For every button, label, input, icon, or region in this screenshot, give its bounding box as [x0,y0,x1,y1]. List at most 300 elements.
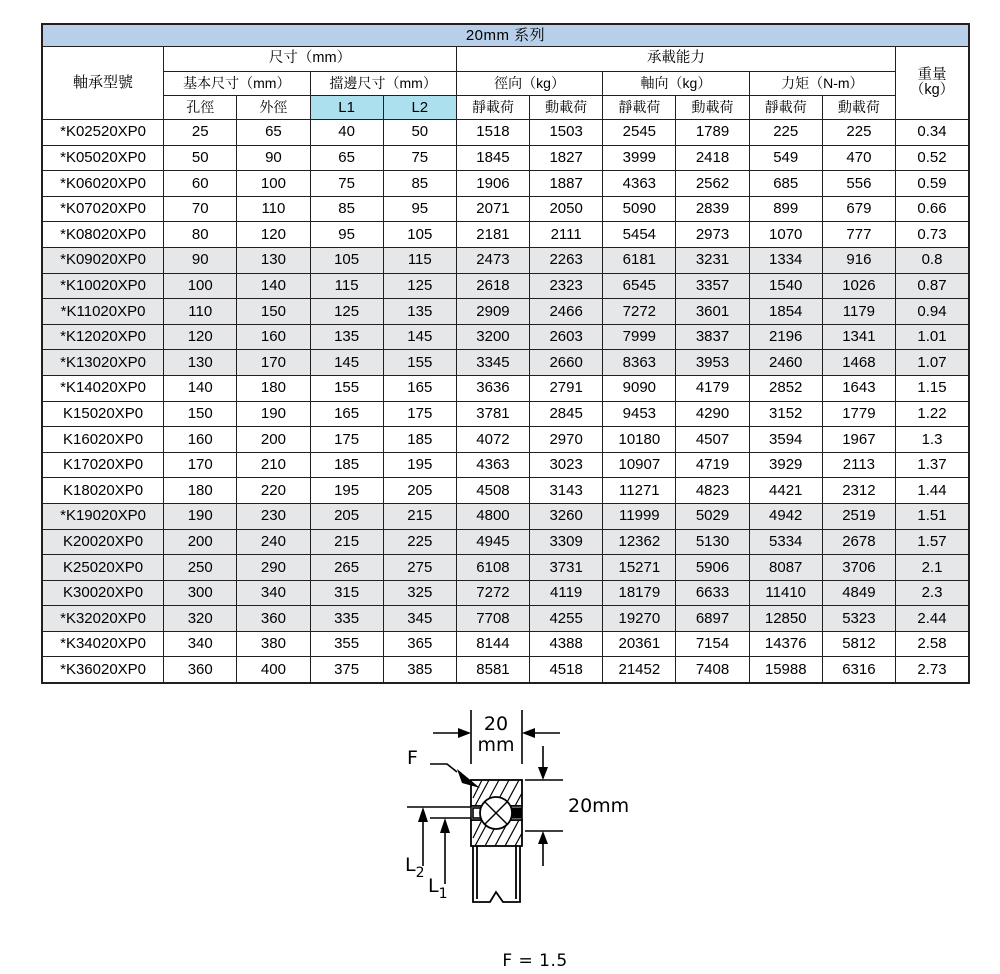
cell-l2: 185 [383,427,456,453]
cell-outer-diameter: 140 [237,273,310,299]
cell-l1: 145 [310,350,383,376]
header-capacity-group: 承載能力 [456,47,895,72]
cell-moment-dynamic: 3706 [822,555,895,581]
cell-radial-static: 4363 [456,452,529,478]
header-weight-unit: （kg） [909,82,955,98]
cell-axial-static: 19270 [603,606,676,632]
cell-l2: 50 [383,120,456,146]
cell-radial-static: 1518 [456,120,529,146]
cell-outer-diameter: 360 [237,606,310,632]
f-leader-arrowhead [457,769,480,788]
cell-outer-diameter: 110 [237,196,310,222]
cell-model: *K11020XP0 [42,299,164,325]
cell-radial-dynamic: 2845 [530,401,603,427]
cell-l1: 375 [310,657,383,683]
cell-l2: 325 [383,580,456,606]
cell-l1: 95 [310,222,383,248]
cell-axial-static: 15271 [603,555,676,581]
cell-model: K18020XP0 [42,478,164,504]
cell-model: *K32020XP0 [42,606,164,632]
cell-axial-dynamic: 3231 [676,247,749,273]
cell-l2: 75 [383,145,456,171]
cell-l2: 195 [383,452,456,478]
cell-l1: 205 [310,503,383,529]
cell-bore: 360 [164,657,237,683]
cell-moment-dynamic: 556 [822,171,895,197]
l1-label: $L_1$ [428,875,448,902]
cell-l2: 145 [383,324,456,350]
cell-model: *K13020XP0 [42,350,164,376]
cell-axial-static: 9453 [603,401,676,427]
cell-model: *K34020XP0 [42,631,164,657]
cell-axial-static: 3999 [603,145,676,171]
bearing-specification-table [41,23,970,684]
cell-l1: 175 [310,427,383,453]
cell-radial-dynamic: 1887 [530,171,603,197]
cell-radial-static: 2473 [456,247,529,273]
header-bore: 孔徑 [164,96,237,120]
cell-l2: 85 [383,171,456,197]
cell-bore: 250 [164,555,237,581]
cell-l2: 215 [383,503,456,529]
cell-radial-static: 2181 [456,222,529,248]
cell-l1: 85 [310,196,383,222]
cell-bore: 190 [164,503,237,529]
cell-l1: 75 [310,171,383,197]
cell-radial-dynamic: 3731 [530,555,603,581]
cell-model: *K05020XP0 [42,145,164,171]
cell-bore: 300 [164,580,237,606]
cell-moment-dynamic: 470 [822,145,895,171]
cell-outer-diameter: 180 [237,375,310,401]
cell-model: K20020XP0 [42,529,164,555]
cell-axial-static: 8363 [603,350,676,376]
header-moment-dynamic: 動載荷 [822,96,895,120]
cell-outer-diameter: 120 [237,222,310,248]
table-row [42,452,969,478]
cell-bore: 150 [164,401,237,427]
cell-radial-static: 3636 [456,375,529,401]
bearing-specification-table-container [41,23,970,684]
cell-weight: 1.07 [896,350,970,376]
cell-moment-static: 3594 [749,427,822,453]
cell-l1: 40 [310,120,383,146]
cell-radial-static: 4945 [456,529,529,555]
cell-radial-dynamic: 2660 [530,350,603,376]
cell-outer-diameter: 240 [237,529,310,555]
cell-l2: 385 [383,657,456,683]
table-row [42,478,969,504]
cell-axial-static: 11999 [603,503,676,529]
width-label-unit: mm [477,734,515,756]
cell-axial-dynamic: 3953 [676,350,749,376]
cell-axial-static: 7272 [603,299,676,325]
cell-axial-dynamic: 5029 [676,503,749,529]
cell-outer-diameter: 65 [237,120,310,146]
cell-moment-static: 3152 [749,401,822,427]
l1-arrowhead [440,818,450,833]
cell-moment-static: 1540 [749,273,822,299]
header-moment: 力矩（N-m） [749,72,895,96]
cell-radial-static: 2618 [456,273,529,299]
cell-bore: 25 [164,120,237,146]
table-row [42,503,969,529]
cell-bore: 50 [164,145,237,171]
cell-axial-dynamic: 4507 [676,427,749,453]
cell-weight: 0.73 [896,222,970,248]
cell-model: K30020XP0 [42,580,164,606]
header-flange-dimension: 擋邊尺寸（mm） [310,72,456,96]
cell-axial-static: 11271 [603,478,676,504]
width-arrowhead-left [458,728,471,738]
cell-radial-dynamic: 2603 [530,324,603,350]
cell-axial-static: 4363 [603,171,676,197]
cell-radial-static: 4072 [456,427,529,453]
f-leader-line [430,764,457,772]
cell-l1: 335 [310,606,383,632]
cell-weight: 0.59 [896,171,970,197]
cell-weight: 1.51 [896,503,970,529]
cell-moment-dynamic: 2519 [822,503,895,529]
cell-bore: 90 [164,247,237,273]
f-label: F [407,747,418,769]
cell-moment-static: 549 [749,145,822,171]
cell-outer-diameter: 220 [237,478,310,504]
cell-moment-dynamic: 5812 [822,631,895,657]
height-label: 20mm [568,795,630,817]
cell-axial-dynamic: 4179 [676,375,749,401]
cell-radial-dynamic: 2111 [530,222,603,248]
cell-l2: 275 [383,555,456,581]
header-radial-static: 靜載荷 [456,96,529,120]
cell-weight: 1.37 [896,452,970,478]
cell-axial-static: 10180 [603,427,676,453]
l2-arrowhead [418,807,428,822]
cell-model: K15020XP0 [42,401,164,427]
cell-radial-dynamic: 4388 [530,631,603,657]
cell-l1: 115 [310,273,383,299]
cell-outer-diameter: 130 [237,247,310,273]
cell-model: *K06020XP0 [42,171,164,197]
cell-model: *K36020XP0 [42,657,164,683]
header-dimensions-group: 尺寸（mm） [164,47,457,72]
header-subgroup-row [42,72,969,96]
cell-model: *K12020XP0 [42,324,164,350]
cell-axial-dynamic: 1789 [676,120,749,146]
cell-weight: 0.66 [896,196,970,222]
cell-bore: 180 [164,478,237,504]
height-arrowhead-bottom [538,831,548,844]
table-row [42,555,969,581]
cell-radial-dynamic: 3309 [530,529,603,555]
cell-weight: 2.58 [896,631,970,657]
cell-l1: 195 [310,478,383,504]
cell-radial-dynamic: 2466 [530,299,603,325]
cell-axial-dynamic: 3601 [676,299,749,325]
cell-moment-dynamic: 2678 [822,529,895,555]
cell-bore: 120 [164,324,237,350]
table-row [42,529,969,555]
cell-moment-dynamic: 225 [822,120,895,146]
cell-bore: 340 [164,631,237,657]
cell-bore: 140 [164,375,237,401]
table-row [42,401,969,427]
cell-l2: 125 [383,273,456,299]
table-header [42,24,969,120]
cell-radial-static: 3345 [456,350,529,376]
cell-axial-dynamic: 4823 [676,478,749,504]
cell-model: K25020XP0 [42,555,164,581]
width-arrowhead-right [522,728,535,738]
header-radial-dynamic: 動載荷 [530,96,603,120]
cell-l2: 165 [383,375,456,401]
cell-moment-static: 899 [749,196,822,222]
cell-moment-static: 1334 [749,247,822,273]
cell-radial-dynamic: 4119 [530,580,603,606]
cell-outer-diameter: 90 [237,145,310,171]
cell-axial-static: 9090 [603,375,676,401]
bearing-diagram-svg [385,706,685,956]
cell-radial-dynamic: 3260 [530,503,603,529]
header-group-row [42,47,969,72]
cell-moment-dynamic: 1967 [822,427,895,453]
cell-axial-static: 21452 [603,657,676,683]
cell-radial-static: 3200 [456,324,529,350]
header-outer-diameter: 外徑 [237,96,310,120]
cell-moment-static: 3929 [749,452,822,478]
cell-l1: 105 [310,247,383,273]
cell-radial-dynamic: 4255 [530,606,603,632]
cell-weight: 2.73 [896,657,970,683]
cell-axial-dynamic: 7154 [676,631,749,657]
cell-radial-dynamic: 3023 [530,452,603,478]
table-row [42,324,969,350]
cell-radial-static: 2909 [456,299,529,325]
cell-l2: 205 [383,478,456,504]
cell-radial-static: 4508 [456,478,529,504]
cell-radial-static: 7272 [456,580,529,606]
cell-moment-static: 4942 [749,503,822,529]
cell-moment-dynamic: 1468 [822,350,895,376]
cell-axial-static: 5090 [603,196,676,222]
cell-bore: 60 [164,171,237,197]
series-title-row [42,24,969,47]
cell-radial-static: 1845 [456,145,529,171]
cell-l1: 315 [310,580,383,606]
cell-axial-static: 18179 [603,580,676,606]
table-row [42,375,969,401]
header-radial: 徑向（kg） [456,72,602,96]
cell-weight: 0.87 [896,273,970,299]
cell-radial-static: 2071 [456,196,529,222]
cell-moment-dynamic: 6316 [822,657,895,683]
cell-radial-dynamic: 2050 [530,196,603,222]
bearing-inner-ring [473,846,520,902]
cell-l1: 165 [310,401,383,427]
cell-moment-dynamic: 5323 [822,606,895,632]
cell-axial-dynamic: 5906 [676,555,749,581]
table-row [42,580,969,606]
cell-axial-dynamic: 7408 [676,657,749,683]
cell-axial-dynamic: 3837 [676,324,749,350]
cell-radial-dynamic: 2970 [530,427,603,453]
header-axial: 軸向（kg） [603,72,749,96]
cell-moment-static: 5334 [749,529,822,555]
cell-moment-static: 8087 [749,555,822,581]
cell-axial-static: 5454 [603,222,676,248]
cell-radial-static: 1906 [456,171,529,197]
cell-moment-static: 2852 [749,375,822,401]
cell-axial-static: 20361 [603,631,676,657]
cell-l1: 265 [310,555,383,581]
table-row [42,273,969,299]
cell-weight: 1.15 [896,375,970,401]
cell-l1: 125 [310,299,383,325]
cell-radial-static: 7708 [456,606,529,632]
header-l2: L2 [383,96,456,120]
cell-bore: 100 [164,273,237,299]
cell-moment-dynamic: 1179 [822,299,895,325]
cell-axial-static: 6545 [603,273,676,299]
table-row [42,606,969,632]
cell-radial-dynamic: 2791 [530,375,603,401]
cell-model: *K10020XP0 [42,273,164,299]
cell-bore: 200 [164,529,237,555]
table-row [42,247,969,273]
cell-l2: 105 [383,222,456,248]
cell-axial-static: 7999 [603,324,676,350]
header-weight-label: 重量 [917,66,947,83]
cell-model: K16020XP0 [42,427,164,453]
cell-weight: 0.52 [896,145,970,171]
cell-moment-dynamic: 1341 [822,324,895,350]
cell-moment-dynamic: 2113 [822,452,895,478]
cell-moment-static: 225 [749,120,822,146]
cell-weight: 1.22 [896,401,970,427]
cell-radial-dynamic: 4518 [530,657,603,683]
cell-bore: 130 [164,350,237,376]
cell-weight: 1.57 [896,529,970,555]
cell-weight: 0.8 [896,247,970,273]
cell-moment-static: 14376 [749,631,822,657]
cell-l2: 135 [383,299,456,325]
cell-l1: 65 [310,145,383,171]
cell-axial-static: 2545 [603,120,676,146]
cell-axial-dynamic: 2839 [676,196,749,222]
cell-weight: 1.44 [896,478,970,504]
cell-weight: 0.34 [896,120,970,146]
header-basic-dimension: 基本尺寸（mm） [164,72,310,96]
cell-outer-diameter: 100 [237,171,310,197]
cell-weight: 2.1 [896,555,970,581]
cell-moment-static: 11410 [749,580,822,606]
cell-weight: 2.3 [896,580,970,606]
cell-axial-dynamic: 4719 [676,452,749,478]
cell-moment-dynamic: 1779 [822,401,895,427]
cell-moment-dynamic: 916 [822,247,895,273]
cell-moment-dynamic: 1643 [822,375,895,401]
cell-outer-diameter: 170 [237,350,310,376]
table-row [42,299,969,325]
cell-outer-diameter: 200 [237,427,310,453]
cell-axial-dynamic: 4290 [676,401,749,427]
table-row [42,196,969,222]
cell-model: K17020XP0 [42,452,164,478]
formula-caption: F = 1.5 [502,951,568,971]
cell-bore: 170 [164,452,237,478]
cell-outer-diameter: 230 [237,503,310,529]
cell-outer-diameter: 340 [237,580,310,606]
l2-label: $L_2$ [405,854,425,881]
cell-moment-static: 4421 [749,478,822,504]
cell-radial-static: 6108 [456,555,529,581]
cell-outer-diameter: 380 [237,631,310,657]
cell-outer-diameter: 150 [237,299,310,325]
cell-axial-dynamic: 2418 [676,145,749,171]
header-model: 軸承型號 [42,47,164,120]
cell-model: *K07020XP0 [42,196,164,222]
cell-bore: 160 [164,427,237,453]
cell-moment-static: 15988 [749,657,822,683]
cell-l1: 155 [310,375,383,401]
cell-outer-diameter: 190 [237,401,310,427]
cell-radial-dynamic: 2323 [530,273,603,299]
cell-l2: 155 [383,350,456,376]
cell-axial-dynamic: 2973 [676,222,749,248]
cell-radial-dynamic: 2263 [530,247,603,273]
cell-moment-dynamic: 2312 [822,478,895,504]
cell-axial-static: 12362 [603,529,676,555]
cell-radial-static: 8144 [456,631,529,657]
cell-radial-static: 8581 [456,657,529,683]
cell-moment-static: 2196 [749,324,822,350]
cell-model: *K09020XP0 [42,247,164,273]
cell-radial-static: 4800 [456,503,529,529]
cell-l2: 225 [383,529,456,555]
cell-outer-diameter: 400 [237,657,310,683]
cell-l2: 95 [383,196,456,222]
cell-moment-static: 1854 [749,299,822,325]
cell-moment-static: 12850 [749,606,822,632]
cell-radial-dynamic: 1503 [530,120,603,146]
cell-weight: 1.3 [896,427,970,453]
cell-moment-dynamic: 1026 [822,273,895,299]
cell-l1: 355 [310,631,383,657]
header-l1: L1 [310,96,383,120]
series-title: 20mm 系列 [42,24,969,47]
cell-weight: 1.01 [896,324,970,350]
bearing-cross-section-drawing [385,706,685,971]
cell-moment-static: 1070 [749,222,822,248]
header-axial-dynamic: 動載荷 [676,96,749,120]
cell-l1: 215 [310,529,383,555]
cell-radial-dynamic: 1827 [530,145,603,171]
cell-axial-dynamic: 6897 [676,606,749,632]
cell-model: *K08020XP0 [42,222,164,248]
header-field-row [42,96,969,120]
cell-axial-dynamic: 5130 [676,529,749,555]
cell-l1: 135 [310,324,383,350]
cell-moment-dynamic: 777 [822,222,895,248]
table-row [42,427,969,453]
cell-bore: 320 [164,606,237,632]
table-row [42,657,969,683]
cell-bore: 70 [164,196,237,222]
cell-radial-dynamic: 3143 [530,478,603,504]
cell-outer-diameter: 290 [237,555,310,581]
cell-axial-dynamic: 3357 [676,273,749,299]
cell-axial-static: 10907 [603,452,676,478]
